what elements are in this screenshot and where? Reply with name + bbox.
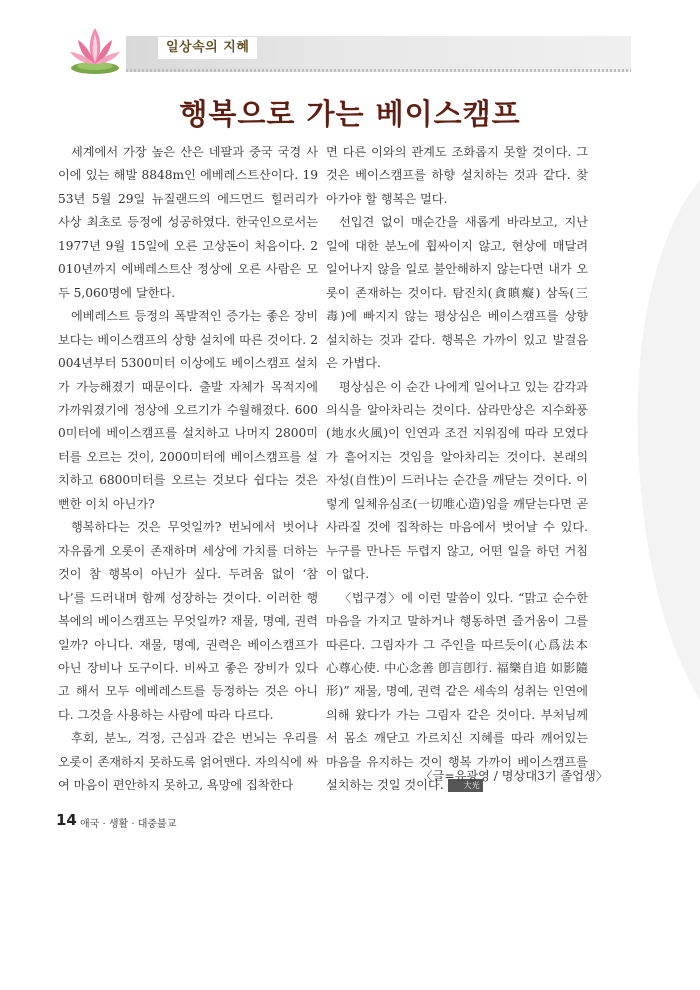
article-title: 행복으로 가는 베이스캠프	[179, 97, 521, 131]
byline: 〈글=유광영 / 명상대3기 졸업생〉	[420, 769, 608, 783]
paragraph: 세계에서 가장 높은 산은 네팔과 중국 국경 사이에 있는 해발 8848m인 에베레스트산이다. 1953년 5월 29일 뉴질랜드의 에드먼드 힐러리가 사상 최초로 등정에 성공하였다. 한국인으로서는 1977년 9월 15일에 오른 고상돈이 처음이다. 2010년까지 에베레스트산 정상에 오른 사람은 모두 5,060명에 달한다.	[58, 145, 318, 300]
decorative-swoosh	[610, 180, 700, 700]
lotus-icon	[64, 20, 126, 78]
paragraph: 행복하다는 것은 무엇일까? 번뇌에서 벗어나 자유롭게 오롯이 존재하며 세상에 가치를 더하는 것이 참 행복이 아닌가 싶다. 두려움 없이 ‘참 나’를 드러내며 함께 성장하는 것이다. 이러한 행복에의 베이스캠프는 무엇일까? 재물, 명예, 권력일까? 아니다. 재물, 명예, 권력은 베이스캠프가 아닌 장비나 도구이다. 비싸고 좋은 장비가 있다고 해서 모두 에베레스트를 등정하는 것은 아니다. 그것을 사용하는 사람에 따라 다르다.	[58, 520, 318, 722]
paragraph-text: 〈법구경〉에 이런 말씀이 있다. “맑고 순수한 마음을 가지고 말하거나 행동하면 즐거움이 그를 따른다. 그림자가 그 주인을 따르듯이(心爲法本 心尊心使. 中心念善 卽言卽行. 福樂自追 如影隨形)” 재물, 명예, 권력 같은 세속의 성취는 인연에 의해 왔다가 가는 그림자 같은 것이다. 부처님께서 몸소 깨닫고 가르치신 지혜를 따라 깨어있는 마음을 유지하는 것이 행복 가까이 베이스캠프를 설치하는 것일 것이다.	[326, 590, 588, 793]
section-label: 일상속의 지혜	[158, 37, 257, 59]
paragraph: 후회, 분노, 걱정, 근심과 같은 번뇌는 우리를 오롯이 존재하지 못하도록 얽어맨다. 자의식에 싸여 마음이 편안하지 못하고, 욕망에 집착한다	[58, 731, 318, 793]
paragraph: 에베레스트 등정의 폭발적인 증가는 좋은 장비보다는 베이스캠프의 상향 설치에 따른 것이다. 2004년부터 5300미터 이상에도 베이스캠프 설치가 가능해졌기 때문이다. 출발 자체가 목적지에 가까워졌기에 정상에 오르기가 수월해졌다. 6000미터에 베이스캠프를 설치하고 나머지 2800미터를 오르는 것이, 2000미터에 베이스캠프를 설치하고 6800미터를 오르는 것보다 쉽다는 것은 뻔한 이치 아닌가?	[58, 309, 318, 511]
publication-tagline: 애국 · 생활 · 대중불교	[80, 819, 177, 830]
article-left-column	[58, 141, 318, 798]
paragraph: 면 다른 이와의 관계도 조화롭지 못할 것이다. 그것은 베이스캠프를 하향 설치하는 것과 같다. 찾아가야 할 행복은 멀다.	[326, 145, 588, 206]
end-mark-badge: 大光	[448, 779, 483, 792]
article-right-column	[326, 141, 588, 798]
paragraph: 선입견 없이 매순간을 새롭게 바라보고, 지난 일에 대한 분노에 휩싸이지 않고, 현상에 매달려 일어나지 않을 일로 불안해하지 않는다면 내가 오롯이 존재하는 것이다. 탐진치(貪瞋癡) 삼독(三毒)에 빠지지 않는 평상심은 베이스캠프를 상향 설치하는 것과 같다. 행복은 가까이 있고 발걸음은 가볍다.	[326, 215, 588, 371]
page-number: 14	[56, 811, 77, 829]
paragraph: 평상심은 이 순간 나에게 일어나고 있는 감각과 의식을 알아차리는 것이다. 삼라만상은 지수화풍(地水火風)이 인연과 조건 지워짐에 따라 모였다가 흩어지는 것임을 알아차리는 것이다. 본래의 자성(自性)이 드러나는 순간을 깨닫는 것이다. 이렇게 일체유심조(一切唯心造)임을 깨닫는다면 곧 사라질 것에 집착하는 마음에서 벗어날 수 있다. 누구를 만나든 두렵지 않고, 어떤 일을 하던 거침이 없다.	[326, 379, 588, 582]
